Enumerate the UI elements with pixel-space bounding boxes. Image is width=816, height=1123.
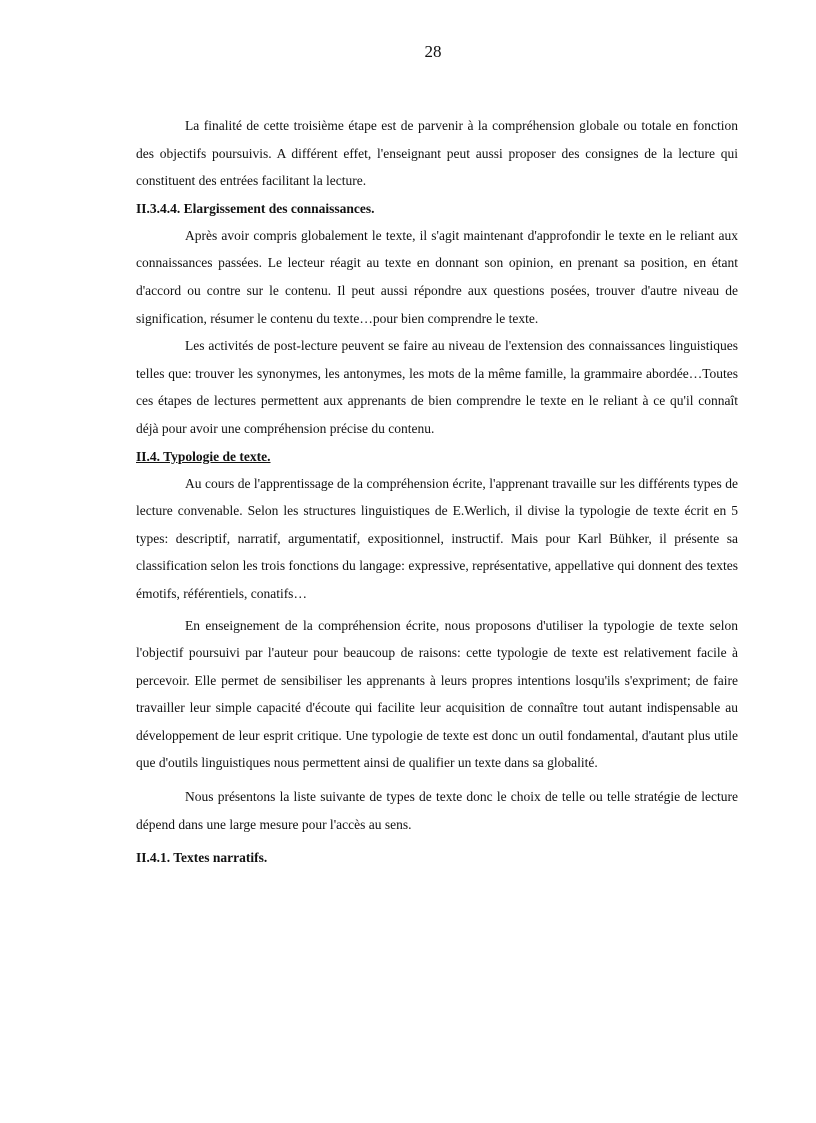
paragraph-apprentissage: Au cours de l'apprentissage de la compréhension écrite, l'apprenant travaille sur les différents types de lecture convenable. Selon les structures linguistiques de E.Werlich, il divise la typologie de texte écrit en 5 types: descriptif, narratif, argumentatif, expositionnel, instructif. Mais pour Karl Bühker, il présente sa classification selon les trois fonctions du langage: expressive, représentative, appellative qui donnent des textes émotifs, référentiels, conatifs…: [136, 475, 738, 601]
document-body: [136, 112, 738, 871]
paragraph-presentons: Nous présentons la liste suivante de types de texte donc le choix de telle ou telle stratégie de lecture dépend dans une large mesure pour l'accès au sens.: [136, 789, 738, 832]
section-heading-textes-narratifs: II.4.1. Textes narratifs.: [136, 850, 268, 866]
paragraph-finalite: La finalité de cette troisième étape est de parvenir à la compréhension globale ou totale en fonction des objectifs poursuivis. A différent effet, l'enseignant peut aussi proposer des consignes de la lecture qui constituent des entrées facilitant la lecture.: [136, 118, 738, 189]
page-number: 28: [424, 42, 442, 61]
paragraph-apres-avoir: Après avoir compris globalement le texte, il s'agit maintenant d'approfondir le texte en le reliant aux connaissances passées. Le lecteur réagit au texte en donnant son opinion, en prenant sa position, en étant d'accord ou contre sur le contenu. Il peut aussi répondre aux questions posées, trouver d'autre niveau de signification, résumer le contenu du texte…pour bien comprendre le texte.: [136, 227, 738, 326]
section-heading-elargissement: II.3.4.4. Elargissement des connaissances.: [136, 200, 375, 216]
paragraph-post-lecture: Les activités de post-lecture peuvent se faire au niveau de l'extension des connaissances linguistiques telles que: trouver les synonymes, les antonymes, les mots de la même famille, la grammaire abordée…Toutes ces étapes de lectures permettent aux apprenants de bien comprendre le texte en le reliant à ce qu'il connaît déjà pour avoir une compréhension précise du contenu.: [136, 338, 738, 436]
section-heading-typologie: II.4. Typologie de texte.: [136, 448, 271, 464]
paragraph-enseignement: En enseignement de la compréhension écrite, nous proposons d'utiliser la typologie de texte selon l'objectif poursuivi par l'auteur pour beaucoup de raisons: cette typologie de texte est relativement facile à percevoir. Elle permet de sensibiliser les apprenants à leurs propres intentions losqu'ils s'expriment; de faire travailler leur simple capacité d'écoute qui facilite leur acquisition de connaître tout autant indispensable au développement de leur esprit critique. Une typologie de texte est donc un outil fondamental, d'autant plus utile que d'outils linguistiques nous permettent ainsi de qualifier un texte dans sa globalité.: [136, 617, 738, 771]
